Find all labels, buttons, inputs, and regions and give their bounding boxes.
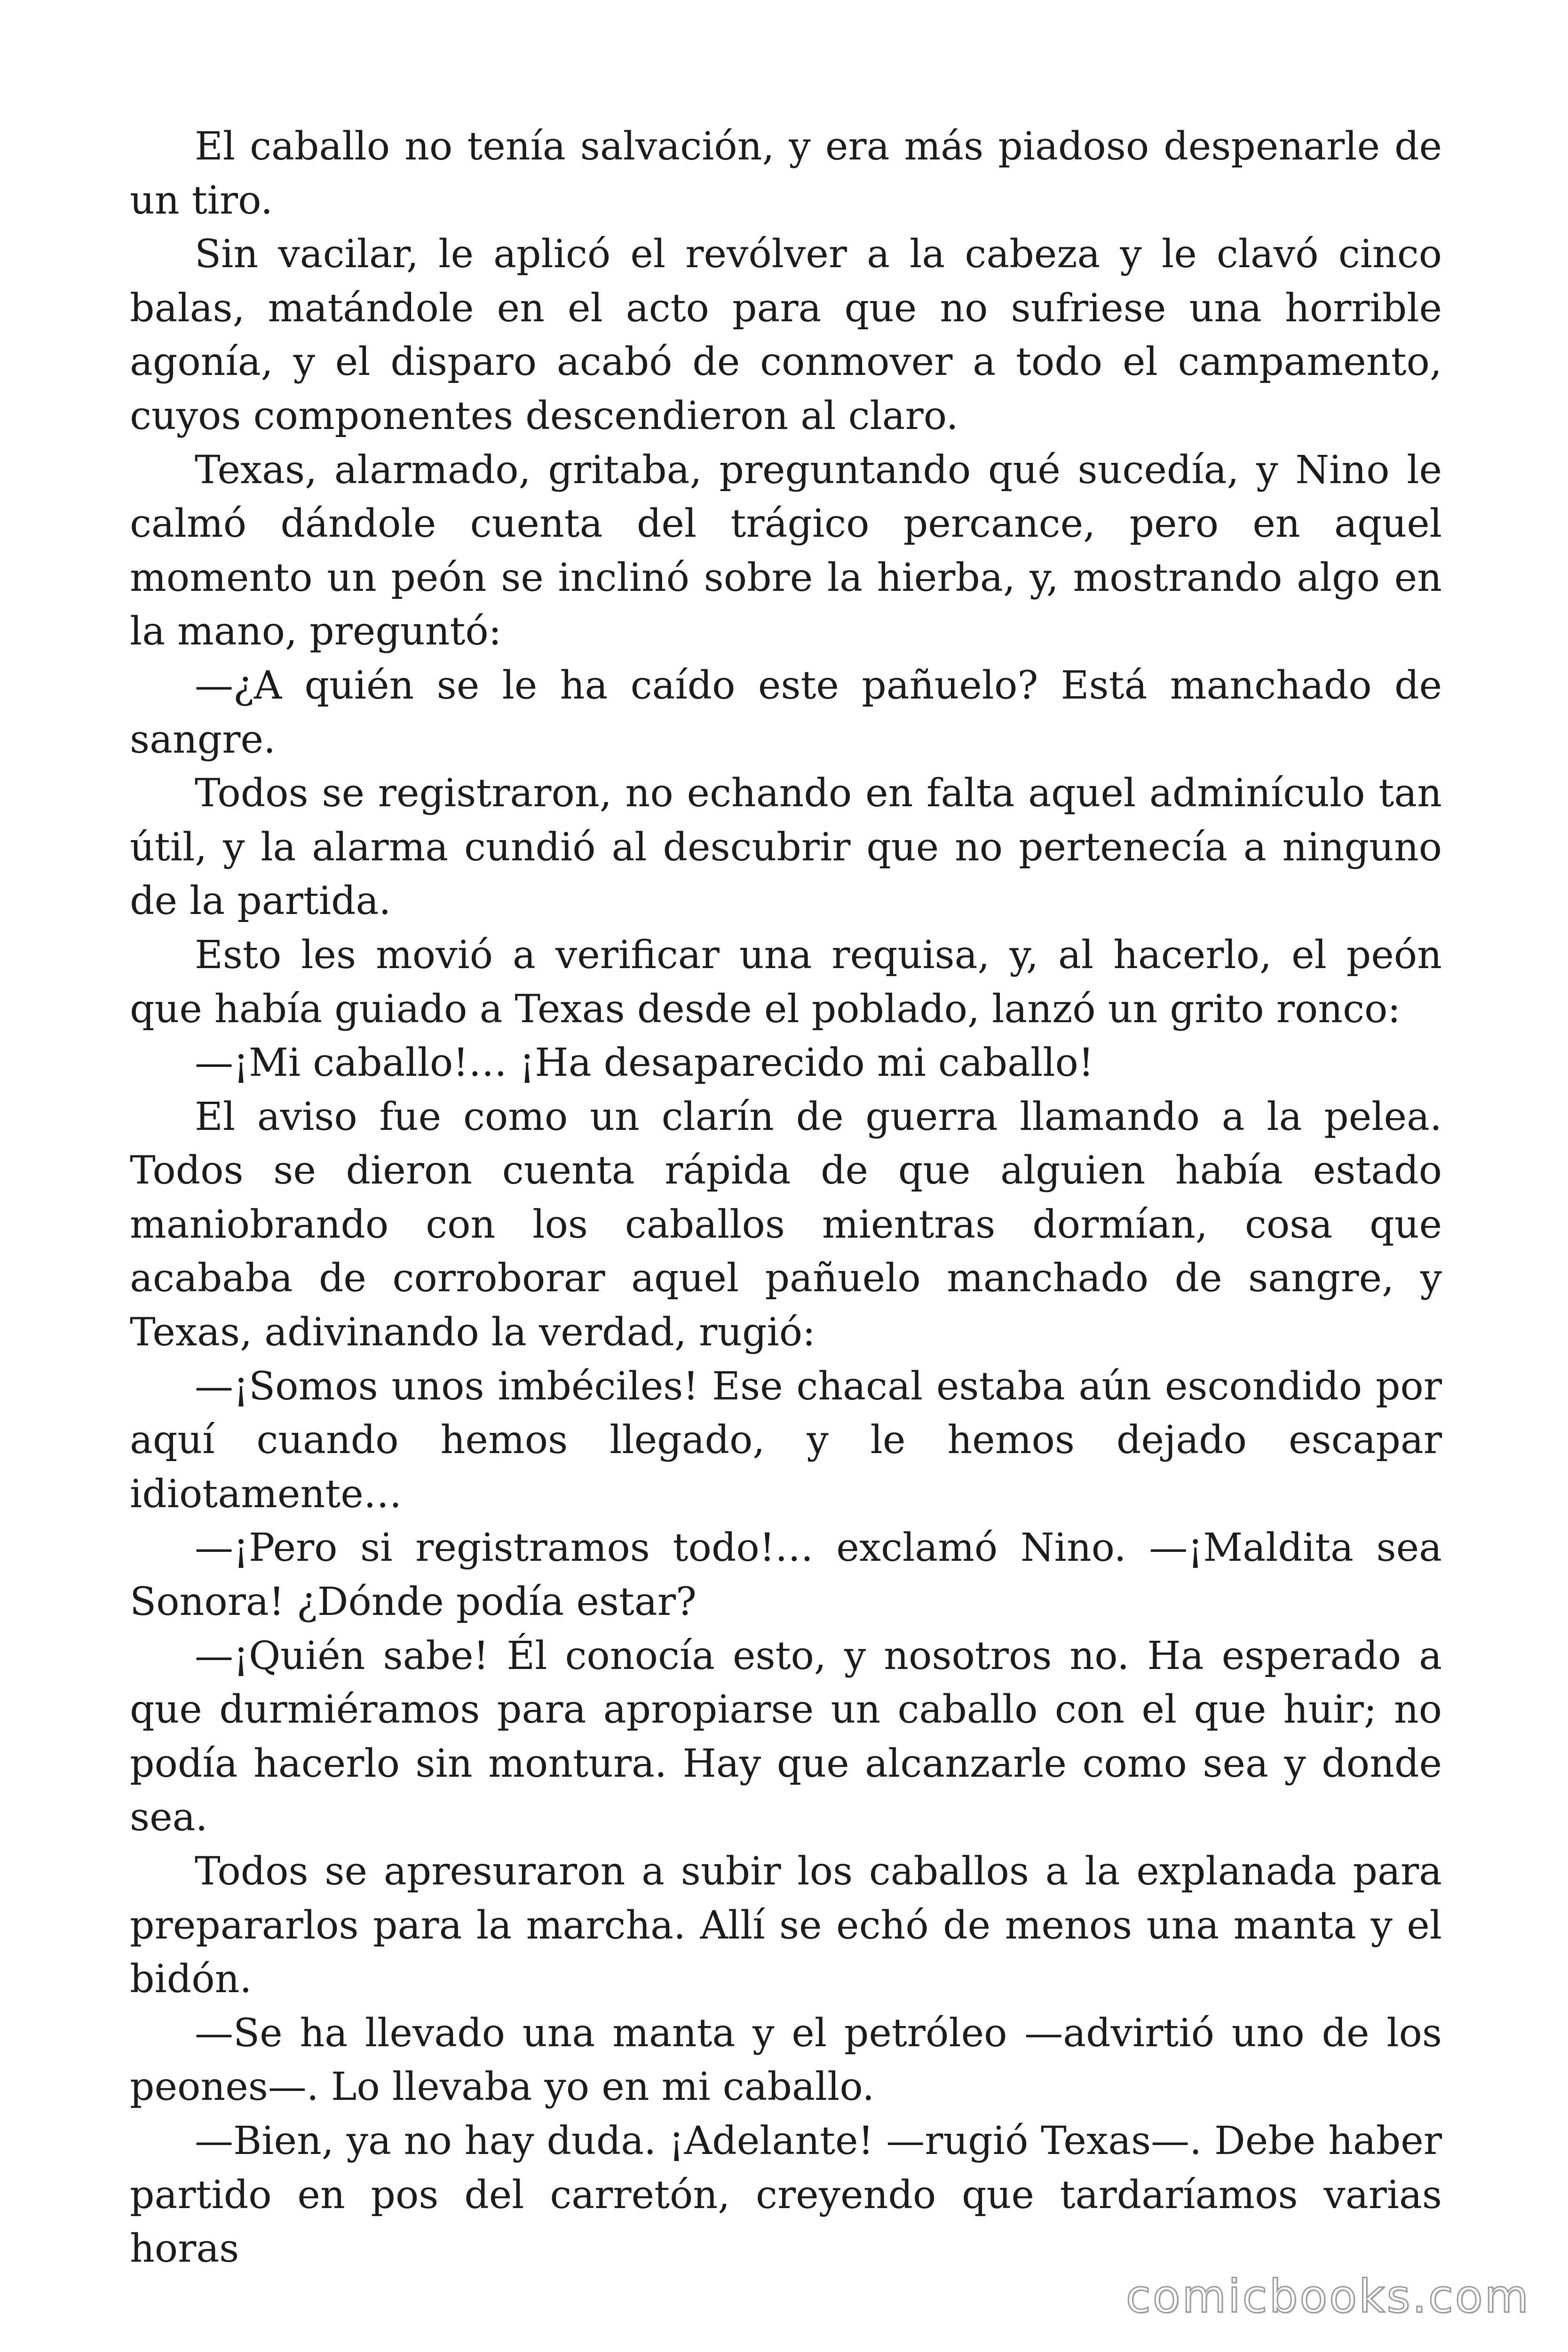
site-watermark: comicbooks.com <box>1125 2270 1530 2323</box>
paragraph: —¡Quién sabe! Él conocía esto, y nosotros no. Ha esperado a que durmiéramos para apropiarse un caballo con el que huir; no podía hacerlo sin montura. Hay que alcanzarle como sea y donde sea. <box>130 1633 1442 1840</box>
paragraph: —Se ha llevado una manta y el petróleo —advirtió uno de los peones—. Lo llevaba yo en mi caballo. <box>130 2010 1442 2110</box>
paragraph: El caballo no tenía salvación, y era más piadoso despenarle de un tiro. <box>130 124 1442 223</box>
paragraph: —Bien, ya no hay duda. ¡Adelante! —rugió Texas—. Debe haber partido en pos del carretón, creyendo que tardaríamos varias horas <box>130 2118 1442 2272</box>
paragraph: —¿A quién se le ha caído este pañuelo? Está manchado de sangre. <box>130 663 1442 762</box>
paragraph: —¡Somos unos imbéciles! Ese chacal estaba aún escondido por aquí cuando hemos llegado, y le hemos dejado escapar idiotamente… <box>130 1364 1442 1517</box>
paragraph: Todos se apresuraron a subir los caballos a la explanada para prepararlos para la marcha. Allí se echó de menos una manta y el bidón. <box>130 1849 1442 2002</box>
paragraph: Esto les movió a verificar una requisa, y, al hacerlo, el peón que había guiado a Texas desde el poblado, lanzó un grito ronco: <box>130 932 1442 1032</box>
paragraph: El aviso fue como un clarín de guerra llamando a la pelea. Todos se dieron cuenta rápida de que alguien había estado maniobrando con los caballos mientras dormían, cosa que acababa de corroborar aquel pañuelo manchado de sangre, y Texas, adivinando la verdad, rugió: <box>130 1094 1442 1355</box>
paragraph: —¡Mi caballo!… ¡Ha desaparecido mi caballo! <box>195 1041 1094 1086</box>
body-text <box>130 120 1442 2276</box>
paragraph: Sin vacilar, le aplicó el revólver a la cabeza y le clavó cinco balas, matándole en el acto para que no sufriese una horrible agonía, y el disparo acabó de conmover a todo el campamento, cuyos componentes descendieron al claro. <box>130 232 1442 438</box>
paragraph: Texas, alarmado, gritaba, preguntando qué sucedía, y Nino le calmó dándole cuenta del trágico percance, pero en aquel momento un peón se inclinó sobre la hierba, y, mostrando algo en la mano, preguntó: <box>130 447 1442 654</box>
paragraph: Todos se registraron, no echando en falta aquel adminículo tan útil, y la alarma cundió al descubrir que no pertenecía a ninguno de la partida. <box>130 771 1442 924</box>
paragraph: —¡Pero si registramos todo!… exclamó Nino. —¡Maldita sea Sonora! ¿Dónde podía estar? <box>130 1526 1442 1625</box>
